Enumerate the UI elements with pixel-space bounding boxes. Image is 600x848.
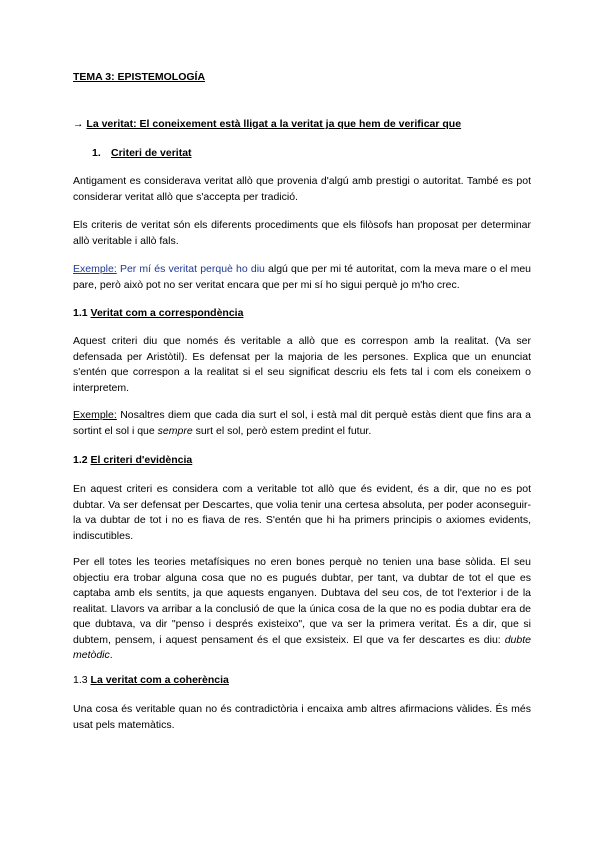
section-1-example bbox=[73, 262, 531, 293]
section-1-1-number: 1.1 bbox=[73, 307, 88, 319]
section-1-3-heading bbox=[73, 673, 531, 689]
example-text: Nosaltres diem que cada dia surt el sol, i està mal dit perquè estàs dient que fins ara a sortint el sol i que bbox=[73, 409, 531, 437]
section-1-number: 1. bbox=[92, 147, 101, 159]
example-highlight: Per mí és veritat perquè ho diu bbox=[119, 263, 265, 275]
section-1-2-paragraph-1: En aquest criteri es considera com a veritable tot allò que és evident, és a dir, que no es pot dubtar. Va ser defensat per Descartes, que volia tenir una certesa absoluta, per poder aconseguir-la va dubtar de tot i no es fiava de res. S'entén que hi ha primers principis o axiomes evidents, indiscutibles. bbox=[73, 483, 531, 542]
section-1-paragraph-2: Els criteris de veritat són els diferents procediments que els filòsofs han proposat per determinar allò veritable i allò fals. bbox=[73, 219, 531, 247]
section-1-2-number: 1.2 bbox=[73, 454, 88, 466]
example-label: Exemple: bbox=[73, 409, 117, 421]
subtitle-text: La veritat: El coneixement està lligat a la veritat ja que hem de verificar que bbox=[86, 118, 462, 130]
section-1-2-paragraph-2 bbox=[73, 555, 531, 664]
arrow-icon: → bbox=[73, 118, 84, 130]
paragraph-italic: dubte metòdic bbox=[73, 633, 531, 661]
section-1-paragraph-1: Antigament es considerava veritat allò que provenia d'algú amb prestigi o autoritat. També es pot considerar veritat allò que s'accepta per tradició. bbox=[73, 175, 531, 203]
section-1-heading bbox=[92, 146, 550, 162]
example-italic: sempre bbox=[157, 424, 193, 437]
paragraph-end: . bbox=[109, 649, 113, 661]
paragraph-text: Per ell totes les teories metafísiques no eren bones perquè no tenien una base sòlida. El seu objectiu era trobar alguna cosa que no es pugués dubtar, per tant, va dubtar de tot el que es captaba amb els sentits, ja que aquests enganyen. Dubtava del seu cos, de tot l'exterior i de la realitat. Llavors va arribar a la conclusió de que la única cosa de la que no es podia dubtar era de que dubtava, va dir "penso i després existeixo", que va ser la primera veritat. És a dir, que si dubtem, pensem, i aquest pensament és el que exsisteix. El que va fer descartes es diu: bbox=[73, 556, 531, 646]
section-1-2-title: El criteri d'evidència bbox=[90, 454, 193, 466]
page-title: TEMA 3: EPISTEMOLOGÍA bbox=[73, 71, 206, 83]
section-1-3-number: 1.3 bbox=[73, 674, 88, 686]
section-1-1-title: Veritat com a correspondència bbox=[90, 307, 244, 319]
example-label: Exemple: bbox=[73, 263, 117, 275]
section-1-3-title: La veritat com a coherència bbox=[90, 674, 229, 686]
subtitle bbox=[73, 117, 531, 133]
example-text: algú que per mi té autoritat, com la meva mare o el meu pare, però això pot no ser veritat encara que per mi sí ho sigui perquè jo m'ho crec. bbox=[73, 263, 532, 291]
example-text-end: surt el sol, però estem predint el futur. bbox=[195, 424, 372, 437]
section-1-3-paragraph-1: Una cosa és veritable quan no és contradictòria i encaixa amb altres afirmacions vàlides. És més usat pels matemàtics. bbox=[73, 703, 531, 731]
section-1-1-example bbox=[73, 408, 531, 439]
section-1-2-heading bbox=[73, 453, 531, 469]
section-1-1-heading bbox=[73, 306, 531, 322]
section-1-1-paragraph-1: Aquest criteri diu que només és veritable a allò que es correspon amb la realitat. (Va ser defensada per Aristòtil). Es defensat per la majoria de les persones. Explica que un enunciat s'entén que correspon a la realitat si el seu significat descriu els fets tal i com els coneixem o interpretem. bbox=[73, 335, 531, 394]
section-1-title: Criteri de veritat bbox=[111, 147, 192, 159]
